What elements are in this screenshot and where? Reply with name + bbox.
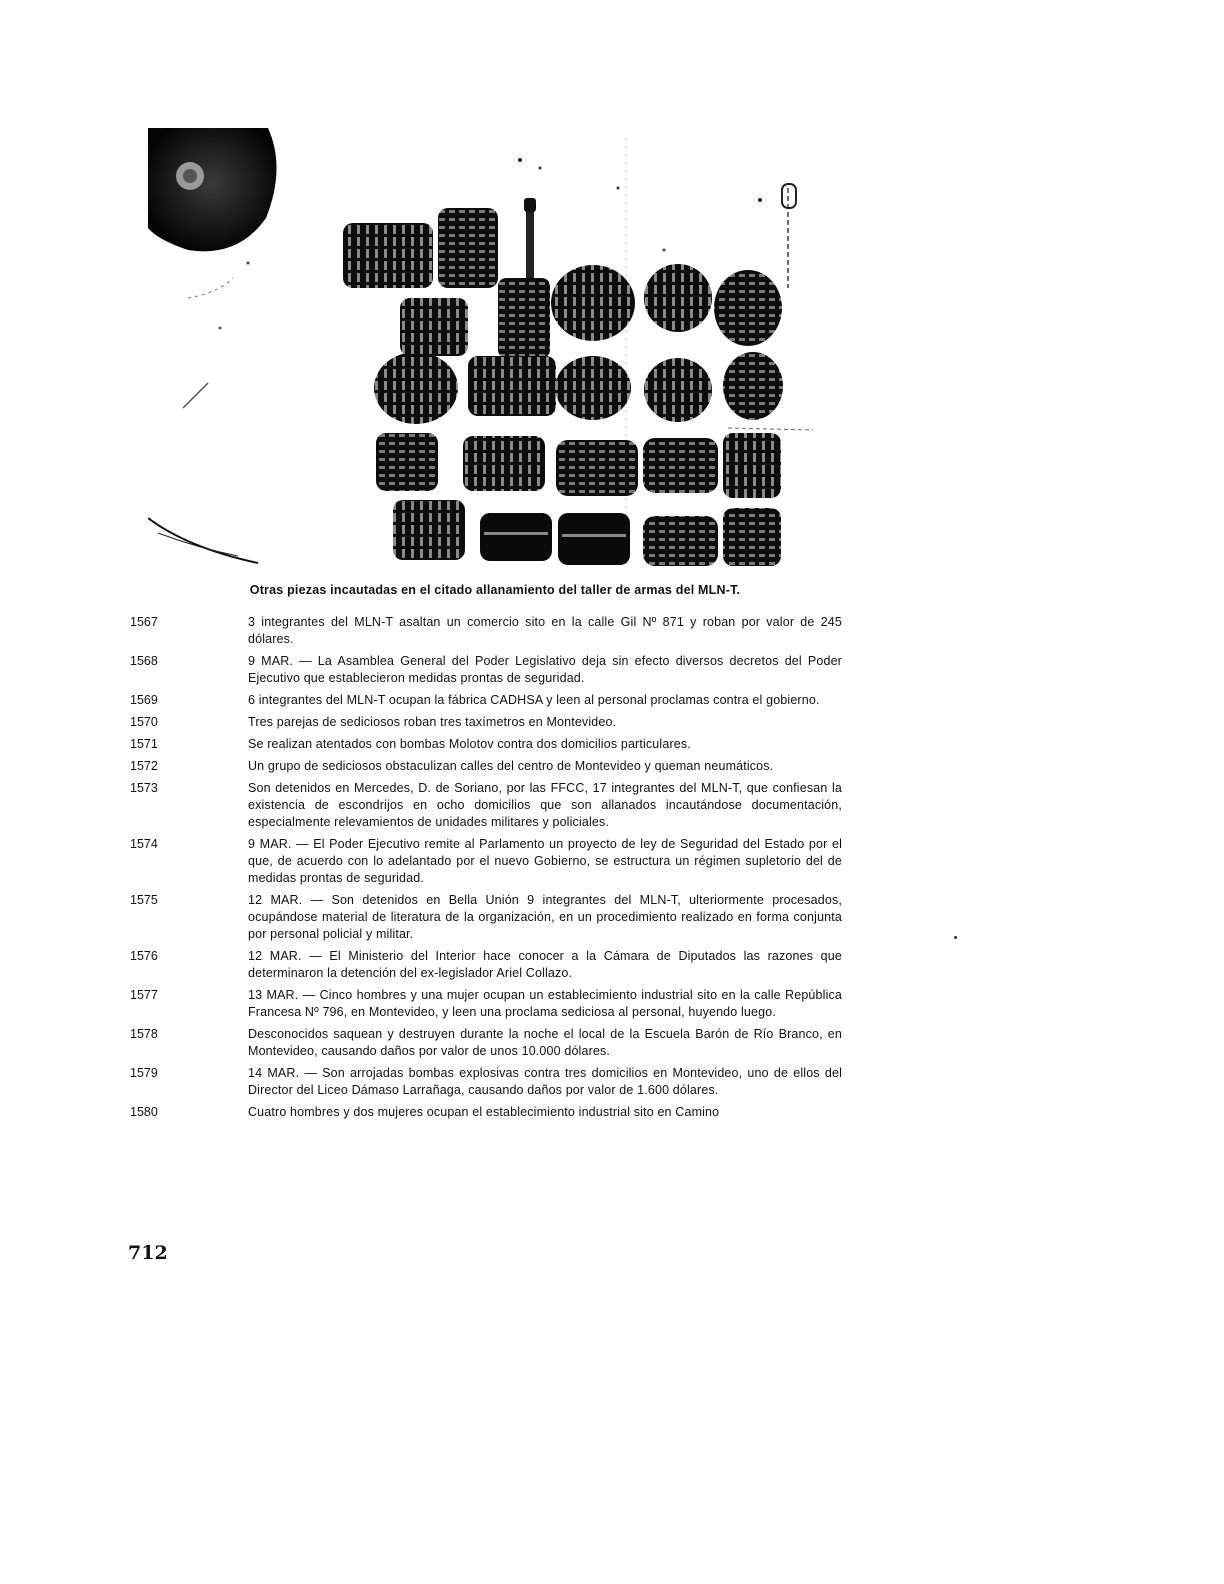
chronology-entry xyxy=(130,987,842,1021)
entry-number: 1580 xyxy=(130,1105,158,1119)
chronology-entry xyxy=(130,736,842,753)
entry-text: Son detenidos en Mercedes, D. de Soriano, por las FFCC, 17 integrantes del MLN-T, que confiesan la existencia de escondrijos en ocho domicilios que son allanados incautándose documentación, especialmente relevamientos de unidades militares y policiales. xyxy=(248,781,842,829)
chronology-entry xyxy=(130,780,842,831)
photo-illustration xyxy=(148,128,818,576)
seized-pieces-photo xyxy=(148,128,818,576)
entry-text: 9 MAR. — La Asamblea General del Poder Legislativo deja sin efecto diversos decretos del Poder Ejecutivo que establecieron medidas prontas de seguridad. xyxy=(248,654,842,685)
entry-number: 1575 xyxy=(130,893,158,907)
entry-text: 14 MAR. — Son arrojadas bombas explosivas contra tres domicilios en Montevideo, uno de ellos del Director del Liceo Dámaso Larrañaga, causando daños por valor de 1.600 dólares. xyxy=(248,1066,842,1097)
chronology-entries xyxy=(130,614,842,1126)
entry-text: 6 integrantes del MLN-T ocupan la fábrica CADHSA y leen al personal proclamas contra el gobierno. xyxy=(248,693,820,707)
entry-text: Desconocidos saquean y destruyen durante la noche el local de la Escuela Barón de Río Branco, en Montevideo, causando daños por valor de unos 10.000 dólares. xyxy=(248,1027,842,1058)
entry-number: 1571 xyxy=(130,737,158,751)
entry-number: 1573 xyxy=(130,781,158,795)
entry-number: 1572 xyxy=(130,759,158,773)
entry-number: 1567 xyxy=(130,615,158,629)
dark-disc-shape xyxy=(148,128,277,251)
chronology-entry xyxy=(130,714,842,731)
entry-text: 12 MAR. — Son detenidos en Bella Unión 9 integrantes del MLN-T, ulteriormente procesados, ocupándose material de literatura de la organización, en un procedimiento realizado en forma conjunta por personal policial y militar. xyxy=(248,893,842,941)
entry-text: 12 MAR. — El Ministerio del Interior hace conocer a la Cámara de Diputados las razones que determinaron la detención del ex-legislador Ariel Collazo. xyxy=(248,949,842,980)
chronology-entry xyxy=(130,758,842,775)
page-number: 712 xyxy=(128,1242,168,1264)
entry-text: 3 integrantes del MLN-T asaltan un comercio sito en la calle Gil Nº 871 y roban por valor de 245 dólares. xyxy=(248,615,842,646)
entry-number: 1568 xyxy=(130,654,158,668)
entry-number: 1574 xyxy=(130,837,158,851)
entry-number: 1570 xyxy=(130,715,158,729)
entry-text: 13 MAR. — Cinco hombres y una mujer ocupan un establecimiento industrial sito en la calle República Francesa Nº 796, en Montevideo, y leen una proclama sediciosa al personal, huyendo luego. xyxy=(248,988,842,1019)
entry-number: 1576 xyxy=(130,949,158,963)
chronology-entry xyxy=(130,1104,842,1121)
entry-text: Cuatro hombres y dos mujeres ocupan el establecimiento industrial sito en Camino xyxy=(248,1105,720,1119)
print-speck xyxy=(954,936,957,939)
chronology-entry xyxy=(130,948,842,982)
entry-number: 1577 xyxy=(130,988,158,1002)
chronology-entry xyxy=(130,653,842,687)
entry-text: Un grupo de sediciosos obstaculizan calles del centro de Montevideo y queman neumáticos. xyxy=(248,759,774,773)
entry-text: 9 MAR. — El Poder Ejecutivo remite al Parlamento un proyecto de ley de Seguridad del Estado por el que, de acuerdo con lo adelantado por el nuevo Gobierno, se estructura un régimen supletorio del de medidas prontas de seguridad. xyxy=(248,837,842,885)
entry-number: 1579 xyxy=(130,1066,158,1080)
chronology-entry xyxy=(130,692,842,709)
chronology-entry xyxy=(130,614,842,648)
chronology-entry xyxy=(130,836,842,887)
figure-caption: Otras piezas incautadas en el citado allanamiento del taller de armas del MLN-T. xyxy=(249,583,741,597)
entry-text: Se realizan atentados con bombas Molotov contra dos domicilios particulares. xyxy=(248,737,691,751)
chronology-entry xyxy=(130,1065,842,1099)
chronology-entry xyxy=(130,1026,842,1060)
entry-number: 1578 xyxy=(130,1027,158,1041)
entry-text: Tres parejas de sediciosos roban tres taxímetros en Montevideo. xyxy=(248,715,617,729)
entry-number: 1569 xyxy=(130,693,158,707)
chronology-entry xyxy=(130,892,842,943)
